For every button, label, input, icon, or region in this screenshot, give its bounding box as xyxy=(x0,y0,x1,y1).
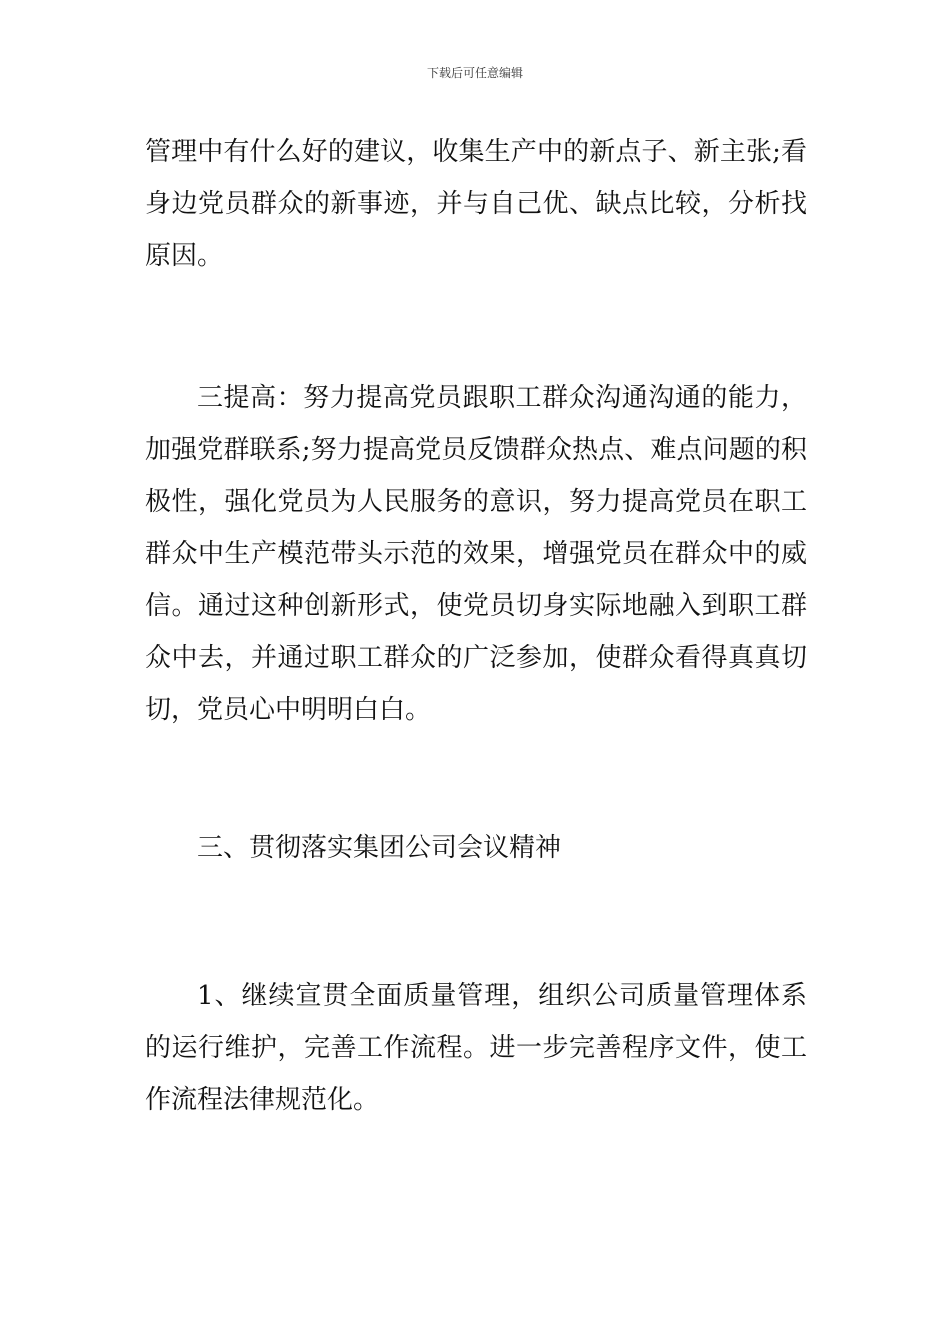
paragraph-three-improvements: 三提高：努力提高党员跟职工群众沟通沟通的能力，加强党群联系;努力提高党员反馈群众热点、难点问题的积极性，强化党员为人民服务的意识，努力提高党员在职工群众中生产模范带头示范的效果，增强党员在群众中的威信。通过这种创新形式，使党员切身实际地融入到职工群众中去，并通过职工群众的广泛参加，使群众看得真真切切，党员心中明明白白。 xyxy=(145,383,807,725)
paragraph-continuation: 管理中有什么好的建议，收集生产中的新点子、新主张;看身边党员群众的新事迹，并与自己优、缺点比较，分析找原因。 xyxy=(145,137,807,271)
page-header-note: 下载后可任意编辑 xyxy=(426,66,523,80)
paragraph-item-1: 1、继续宣贯全面质量管理，组织公司质量管理体系的运行维护，完善工作流程。进一步完善程序文件，使工作流程法律规范化。 xyxy=(145,981,807,1115)
section-heading: 三、贯彻落实集团公司会议精神 xyxy=(197,833,562,863)
